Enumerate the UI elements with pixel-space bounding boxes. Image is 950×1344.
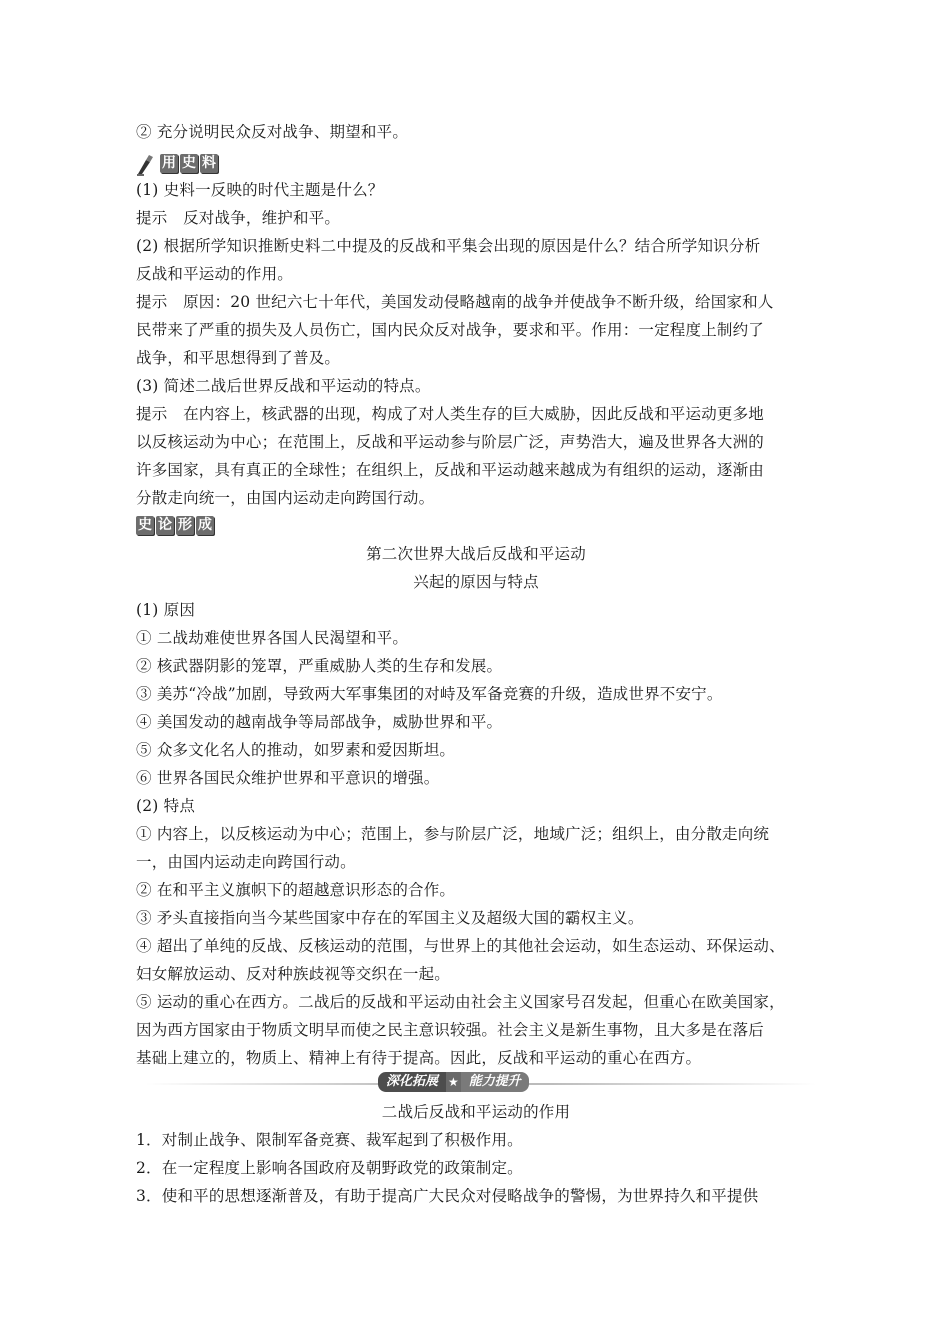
list-item: ② 在和平主义旗帜下的超越意识形态的合作。: [136, 881, 456, 899]
list-item: ⑤ 众多文化名人的推动，如罗素和爱因斯坦。: [136, 741, 456, 759]
list-item: 妇女解放运动、反对种族歧视等交织在一起。: [136, 965, 451, 983]
list-item: 因为西方国家由于物质文明早而使之民主意识较强。社会主义是新生事物，且大多是在落后: [136, 1021, 765, 1039]
tag-char: 用: [162, 155, 176, 171]
question-2: 反战和平运动的作用。: [136, 265, 294, 283]
tag-char: 史: [138, 517, 152, 533]
section-title: 二战后反战和平运动的作用: [381, 1103, 571, 1121]
section-tag-use-material: [160, 154, 218, 173]
question-1: (1) 史料一反映的时代主题是什么？: [136, 181, 384, 199]
tag-char: 论: [158, 517, 172, 533]
subheading: (2) 特点: [136, 797, 196, 815]
tag-char: 形: [178, 517, 192, 533]
list-item: ② 核武器阴影的笼罩，严重威胁人类的生存和发展。: [136, 657, 503, 675]
answer-1: 提示 反对战争，维护和平。: [136, 209, 341, 227]
subheading: (1) 原因: [136, 601, 196, 619]
answer-2: 民带来了严重的损失及人员伤亡，国内民众反对战争，要求和平。作用：一定程度上制约了: [136, 321, 765, 339]
answer-3: 以反核运动为中心；在范围上，反战和平运动参与阶层广泛，声势浩大，遍及世界各大洲的: [136, 433, 765, 451]
section-banner: [146, 1072, 816, 1094]
answer-2: 提示 原因：20 世纪六七十年代，美国发动侵略越南的战争并使战争不断升级，给国家和人: [136, 293, 774, 311]
list-item: 1．对制止战争、限制军备竞赛、裁军起到了积极作用。: [136, 1131, 523, 1149]
section-title: 第二次世界大战后反战和平运动: [366, 545, 586, 563]
answer-3: 提示 在内容上，核武器的出现，构成了对人类生存的巨大威胁，因此反战和平运动更多地: [136, 405, 765, 423]
answer-2: 战争，和平思想得到了普及。: [136, 349, 341, 367]
answer-3: 分散走向统一，由国内运动走向跨国行动。: [136, 489, 435, 507]
list-item: ⑥ 世界各国民众维护世界和平意识的增强。: [136, 769, 440, 787]
banner-left: 深化拓展: [378, 1072, 446, 1092]
list-item: ⑤ 运动的重心在西方。二战后的反战和平运动由社会主义国家号召发起，但重心在欧美国家，: [136, 993, 785, 1011]
list-item: ③ 矛头直接指向当今某些国家中存在的军国主义及超级大国的霸权主义。: [136, 909, 644, 927]
text-line: ② 充分说明民众反对战争、期望和平。: [136, 123, 409, 141]
tag-char: 料: [202, 155, 216, 171]
list-item: ③ 美苏“冷战”加剧，导致两大军事集团的对峙及军备竞赛的升级，造成世界不安宁。: [136, 685, 723, 703]
answer-3: 许多国家，具有真正的全球性；在组织上，反战和平运动越来越成为有组织的运动，逐渐由: [136, 461, 765, 479]
list-item: 3．使和平的思想逐渐普及，有助于提高广大民众对侵略战争的警惕，为世界持久和平提供: [136, 1187, 759, 1205]
question-3: (3) 简述二战后世界反战和平运动的特点。: [136, 377, 431, 395]
list-item: 2．在一定程度上影响各国政府及朝野政党的政策制定。: [136, 1159, 523, 1177]
section-title: 兴起的原因与特点: [413, 573, 539, 591]
list-item: 一，由国内运动走向跨国行动。: [136, 853, 356, 871]
list-item: ④ 美国发动的越南战争等局部战争，威胁世界和平。: [136, 713, 503, 731]
banner-right: 能力提升: [461, 1072, 529, 1092]
star-icon: ★: [446, 1072, 461, 1092]
tag-char: 史: [182, 155, 196, 171]
pen-icon: [136, 154, 162, 176]
list-item: ① 二战劫难使世界各国人民渴望和平。: [136, 629, 409, 647]
list-item: ① 内容上，以反核运动为中心；范围上，参与阶层广泛，地域广泛；组织上，由分散走向统: [136, 825, 770, 843]
list-item: 基础上建立的，物质上、精神上有待于提高。因此，反战和平运动的重心在西方。: [136, 1049, 702, 1067]
section-tag-history-conclusion: [136, 516, 214, 535]
banner-label: [378, 1072, 529, 1092]
list-item: ④ 超出了单纯的反战、反核运动的范围，与世界上的其他社会运动，如生态运动、环保运动、: [136, 937, 785, 955]
question-2: (2) 根据所学知识推断史料二中提及的反战和平集会出现的原因是什么？结合所学知识分析: [136, 237, 761, 255]
tag-char: 成: [198, 517, 212, 533]
